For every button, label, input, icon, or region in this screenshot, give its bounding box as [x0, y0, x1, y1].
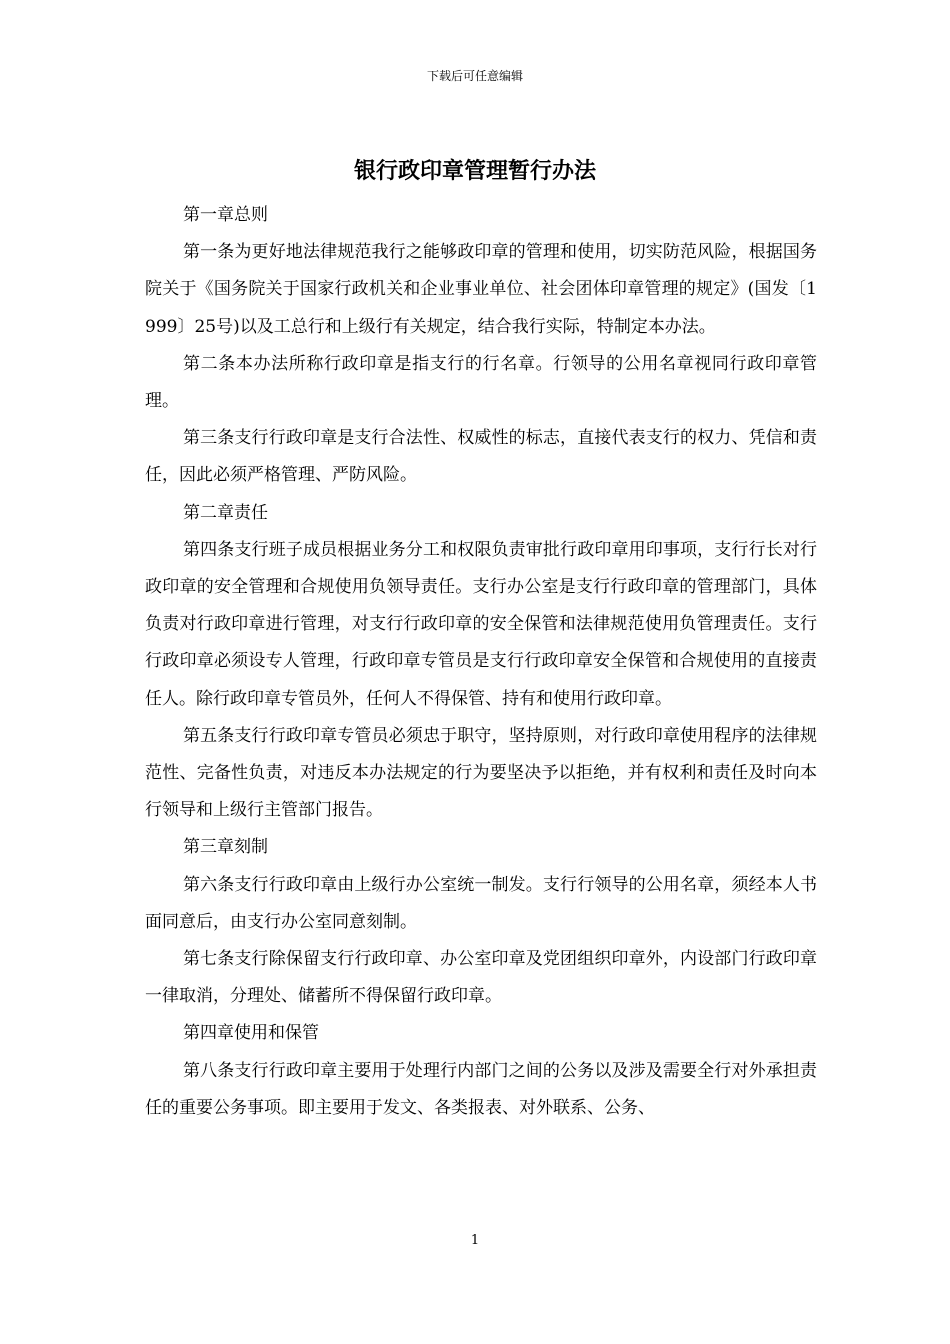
article-paragraph: 第二条本办法所称行政印章是指支行的行名章。行领导的公用名章视同行政印章管理。 — [145, 353, 817, 412]
chapter-heading: 第三章刻制 — [183, 837, 268, 858]
article-paragraph: 第六条支行行政印章由上级行办公室统一制发。支行行领导的公用名章，须经本人书面同意后，由支行办公室同意刻制。 — [145, 874, 817, 932]
article-paragraph: 第四条支行班子成员根据业务分工和权限负责审批行政印章用印事项，支行行长对行政印章的安全管理和合规使用负领导责任。支行办公室是支行行政印章的管理部门，具体负责对行政印章进行管理，对支行行政印章的安全保管和法律规范使用负管理责任。支行行政印章必须设专人管理，行政印章专管员是支行行政印章安全保管和合规使用的直接责任人。除行政印章专管员外，任何人不得保管、持有和使用行政印章。 — [145, 539, 817, 709]
chapter-heading: 第四章使用和保管 — [183, 1023, 319, 1044]
document-title: 银行政印章管理暂行办法 — [353, 158, 596, 184]
article-paragraph: 第三条支行行政印章是支行合法性、权威性的标志，直接代表支行的权力、凭信和责任，因此必须严格管理、严防风险。 — [145, 428, 817, 486]
chapter-heading: 第一章总则 — [183, 205, 268, 225]
article-paragraph: 第一条为更好地法律规范我行之能够政印章的管理和使用，切实防范风险，根据国务院关于《国务院关于国家行政机关和企业事业单位、社会团体印章管理的规定》(国发〔1999〕25号)以及工总行和上级行有关规定，结合我行实际，特制定本办法。 — [145, 242, 817, 337]
chapter-heading: 第二章责任 — [183, 502, 268, 523]
article-paragraph: 第五条支行行政印章专管员必须忠于职守，坚持原则，对行政印章使用程序的法律规范性、完备性负责，对违反本办法规定的行为要坚决予以拒绝，并有权利和责任及时向本行领导和上级行主管部门报告。 — [145, 725, 817, 821]
document-body — [145, 197, 817, 1127]
article-paragraph: 第七条支行除保留支行行政印章、办公室印章及党团组织印章外，内设部门行政印章一律取消，分理处、储蓄所不得保留行政印章。 — [145, 949, 817, 1007]
page-header: 下载后可任意编辑 — [426, 69, 523, 83]
page-number: 1 — [470, 1233, 480, 1248]
article-paragraph: 第八条支行行政印章主要用于处理行内部门之间的公务以及涉及需要全行对外承担责任的重要公务事项。即主要用于发文、各类报表、对外联系、公务、 — [145, 1060, 817, 1118]
